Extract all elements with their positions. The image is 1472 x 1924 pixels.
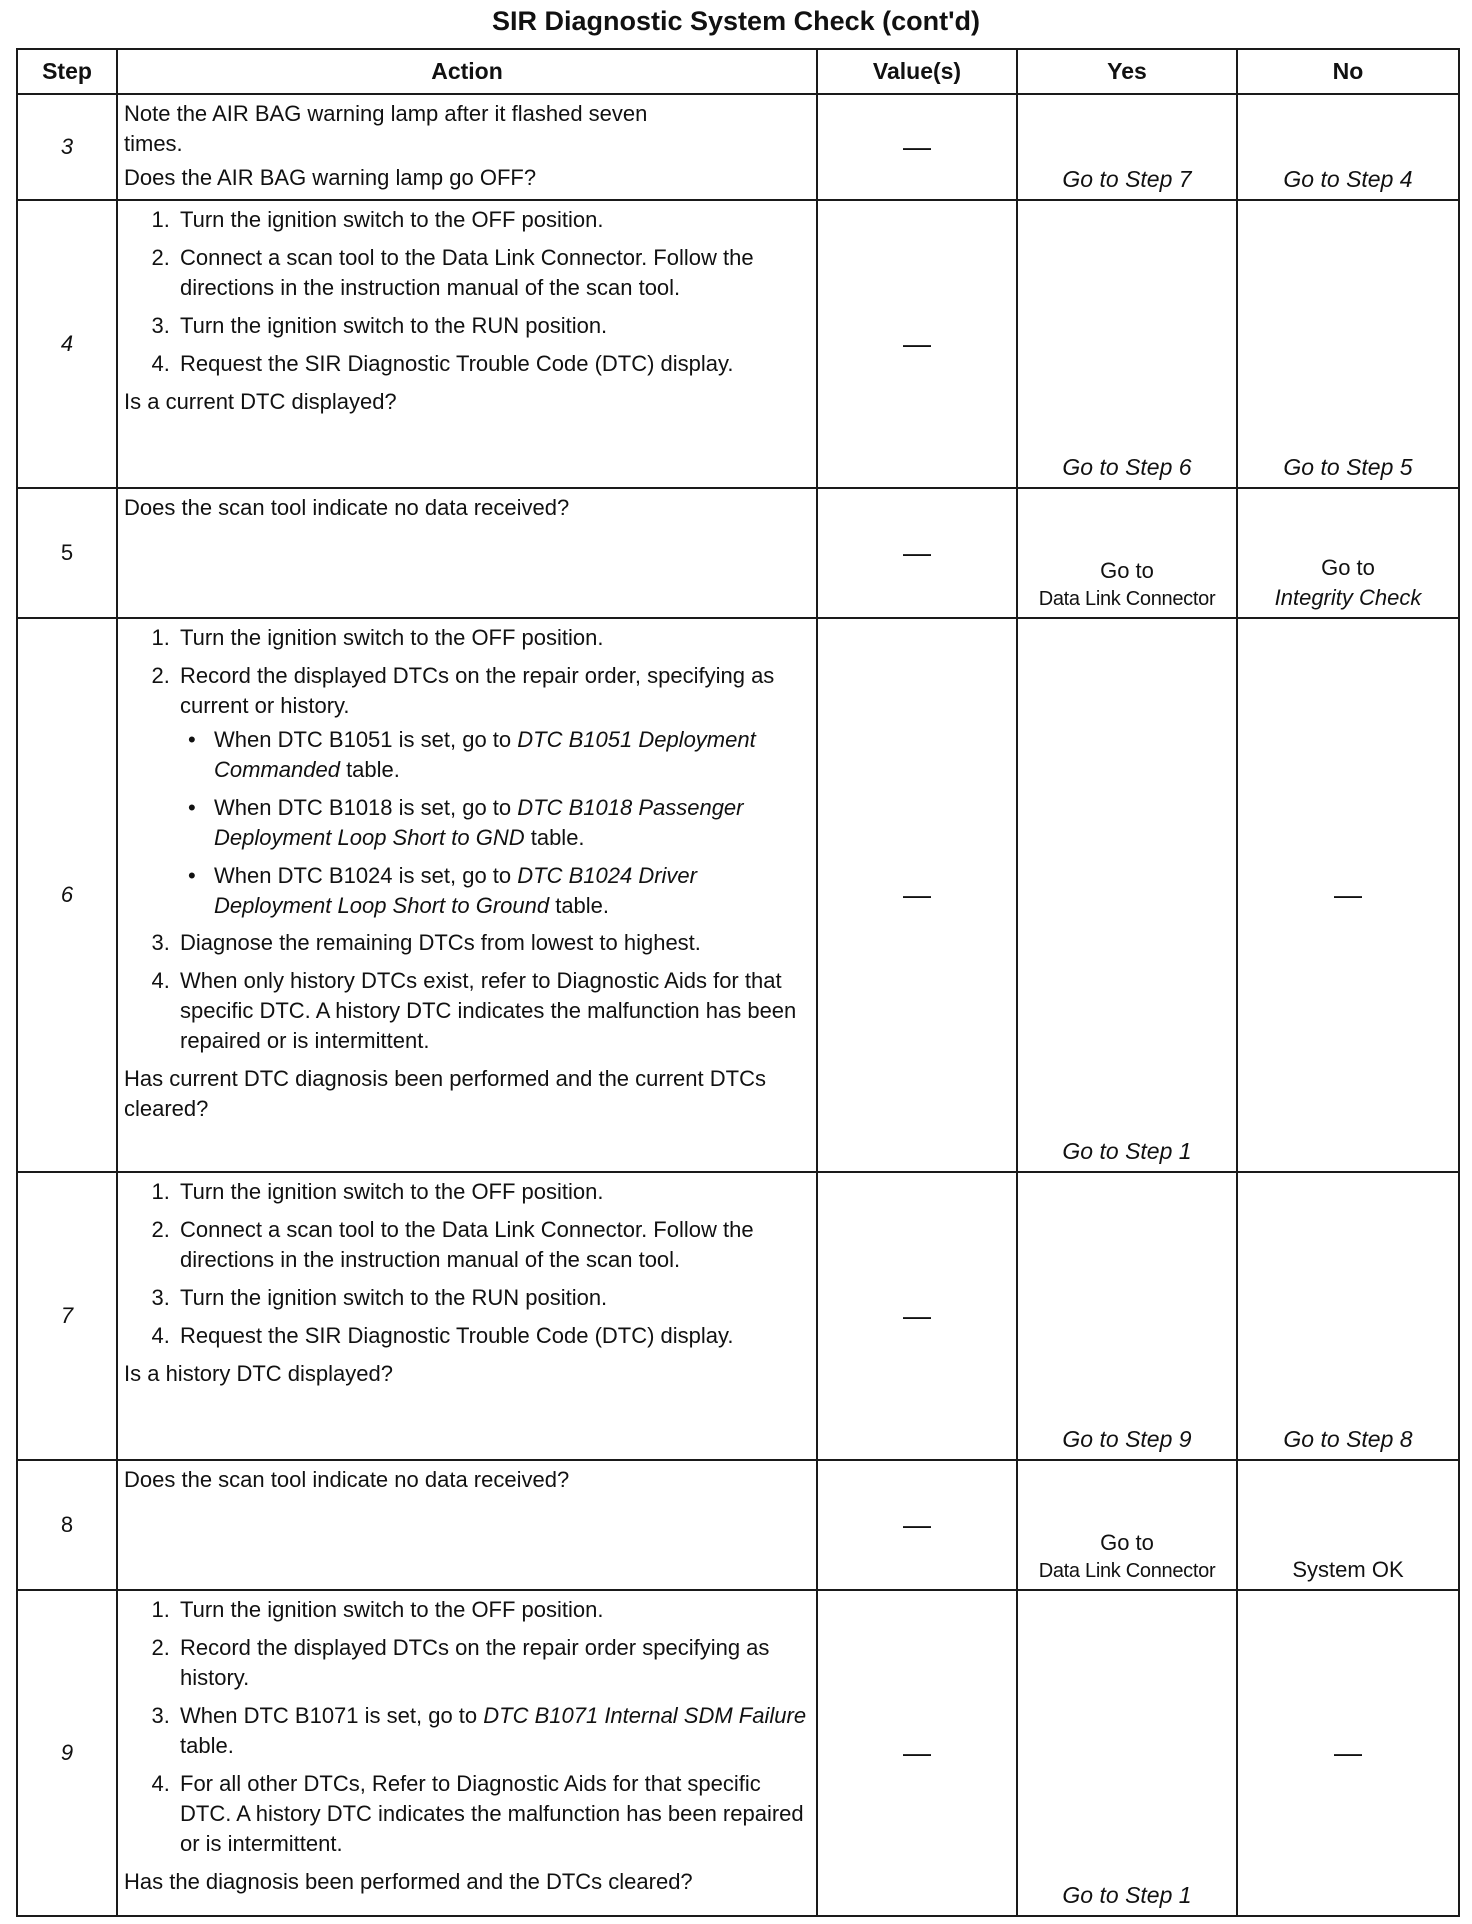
action-steps xyxy=(124,205,810,379)
yes-goto-line: Go to xyxy=(1100,558,1154,584)
yes-goto-line: Go to xyxy=(1100,1530,1154,1556)
value-cell: — xyxy=(817,1590,1017,1916)
value-cell: — xyxy=(817,94,1017,200)
action-steps xyxy=(124,1177,810,1351)
no-cell: Go to Step 8 xyxy=(1237,1172,1459,1460)
action-step: 4. When only history DTCs exist, refer to Diagnostic Aids for that specific DTC. A history DTC indicates the malfunction has been repaired or is intermittent. xyxy=(176,966,810,1056)
no-cell: System OK xyxy=(1237,1460,1459,1590)
step-number: 3 xyxy=(17,94,117,200)
no-cell: — xyxy=(1237,1590,1459,1916)
dtc-bullet xyxy=(208,793,810,853)
value-cell: — xyxy=(817,200,1017,488)
page-title: SIR Diagnostic System Check (cont'd) xyxy=(491,6,981,36)
action-step: 1. Turn the ignition switch to the OFF position. xyxy=(176,1595,810,1625)
action-cell xyxy=(117,200,817,488)
step-number: 9 xyxy=(17,1590,117,1916)
table-row xyxy=(17,200,1459,488)
no-goto-line: Go to xyxy=(1321,555,1375,581)
dtc-bullet xyxy=(208,725,810,785)
yes-cell: Go to Step 7 xyxy=(1017,94,1237,200)
action-step: 3. Diagnose the remaining DTCs from lowest to highest. xyxy=(176,928,810,958)
table-row xyxy=(17,618,1459,1172)
diagnostic-table xyxy=(16,48,1460,1917)
no-cell xyxy=(1237,488,1459,618)
action-step xyxy=(176,661,810,920)
action-question: Does the AIR BAG warning lamp go OFF? xyxy=(124,165,537,191)
action-step: 1. Turn the ignition switch to the OFF position. xyxy=(176,1177,810,1207)
value-cell: — xyxy=(817,618,1017,1172)
action-step: 2. Connect a scan tool to the Data Link Connector. Follow the directions in the instruction manual of the scan tool. xyxy=(176,243,810,303)
action-question: Has current DTC diagnosis been performed and the current DTCs cleared? xyxy=(124,1066,766,1121)
dtc-bullet xyxy=(208,861,810,921)
action-step: 1. Turn the ignition switch to the OFF position. xyxy=(176,623,810,653)
bullet-text: When DTC B1051 is set, go to xyxy=(214,726,518,752)
action-cell xyxy=(117,1172,817,1460)
action-steps xyxy=(124,1595,810,1858)
action-step-text: Record the displayed DTCs on the repair order, specifying as current or history. xyxy=(180,663,775,719)
step-number: 4 xyxy=(17,200,117,488)
action-step: 4. For all other DTCs, Refer to Diagnostic Aids for that specific DTC. A history DTC indicates the malfunction has been repaired or is intermittent. xyxy=(176,1769,810,1859)
action-cell xyxy=(117,618,817,1172)
table-row xyxy=(17,94,1459,200)
yes-cell: Go to Step 1 xyxy=(1017,1590,1237,1916)
yes-cell: Go to Step 6 xyxy=(1017,200,1237,488)
action-step: 4. Request the SIR Diagnostic Trouble Code (DTC) display. xyxy=(176,1321,810,1351)
value-cell: — xyxy=(817,488,1017,618)
bullet-text: table. xyxy=(339,756,400,782)
table-reference: DTC B1071 Internal SDM Failure xyxy=(483,1702,807,1728)
header-no: No xyxy=(1237,49,1459,94)
action-cell xyxy=(117,488,817,618)
action-question: Does the scan tool indicate no data received? xyxy=(124,1467,570,1493)
value-cell: — xyxy=(817,1172,1017,1460)
bullet-text: table. xyxy=(549,892,610,918)
bullet-text: When DTC B1018 is set, go to xyxy=(214,794,518,820)
action-step-text: table. xyxy=(180,1732,234,1758)
yes-cell xyxy=(1017,1460,1237,1590)
action-question: Is a current DTC displayed? xyxy=(124,388,397,414)
action-cell xyxy=(117,94,817,200)
yes-cell: Go to Step 1 xyxy=(1017,618,1237,1172)
step-number: 5 xyxy=(17,488,117,618)
yes-cell xyxy=(1017,488,1237,618)
table-row xyxy=(17,488,1459,618)
no-cell: Go to Step 5 xyxy=(1237,200,1459,488)
bullet-text: When DTC B1024 is set, go to xyxy=(214,862,518,888)
action-step: 2. Connect a scan tool to the Data Link Connector. Follow the directions in the instruction manual of the scan tool. xyxy=(176,1215,810,1275)
no-goto-target: Integrity Check xyxy=(1274,585,1422,611)
no-cell: — xyxy=(1237,618,1459,1172)
value-cell: — xyxy=(817,1460,1017,1590)
action-step: 3. Turn the ignition switch to the RUN position. xyxy=(176,311,810,341)
header-row xyxy=(17,49,1459,94)
action-step: 2. Record the displayed DTCs on the repair order specifying as history. xyxy=(176,1633,810,1693)
bullet-text: table. xyxy=(524,824,585,850)
action-steps xyxy=(124,623,810,1056)
action-step-text: When DTC B1071 is set, go to xyxy=(180,1702,484,1728)
action-step: 1. Turn the ignition switch to the OFF position. xyxy=(176,205,810,235)
yes-cell: Go to Step 9 xyxy=(1017,1172,1237,1460)
action-question: Is a history DTC displayed? xyxy=(124,1360,393,1386)
header-step: Step xyxy=(17,49,117,94)
table-row xyxy=(17,1460,1459,1590)
action-step: 4. Request the SIR Diagnostic Trouble Code (DTC) display. xyxy=(176,349,810,379)
step-number: 6 xyxy=(17,618,117,1172)
action-cell xyxy=(117,1590,817,1916)
no-cell: Go to Step 4 xyxy=(1237,94,1459,200)
header-values: Value(s) xyxy=(817,49,1017,94)
step-number: 7 xyxy=(17,1172,117,1460)
action-text: Note the AIR BAG warning lamp after it flashed seven times. xyxy=(124,101,648,157)
yes-goto-target: Data Link Connector xyxy=(1038,1560,1216,1583)
header-action: Action xyxy=(117,49,817,94)
yes-goto-target: Data Link Connector xyxy=(1038,588,1216,611)
action-step: 3. Turn the ignition switch to the RUN position. xyxy=(176,1283,810,1313)
step-number: 8 xyxy=(17,1460,117,1590)
table-reference: DTC B1024 Driver Deployment Loop Short to Ground xyxy=(214,862,697,918)
table-row xyxy=(17,1172,1459,1460)
table-reference: DTC B1018 Passenger Deployment Loop Short to GND xyxy=(214,794,744,850)
action-step xyxy=(176,1701,810,1761)
action-cell xyxy=(117,1460,817,1590)
dtc-bullets xyxy=(180,725,810,920)
table-row xyxy=(17,1590,1459,1916)
action-question: Does the scan tool indicate no data received? xyxy=(124,495,570,521)
header-yes: Yes xyxy=(1017,49,1237,94)
table-reference: DTC B1051 Deployment Commanded xyxy=(214,726,756,782)
action-question: Has the diagnosis been performed and the DTCs cleared? xyxy=(124,1868,693,1894)
